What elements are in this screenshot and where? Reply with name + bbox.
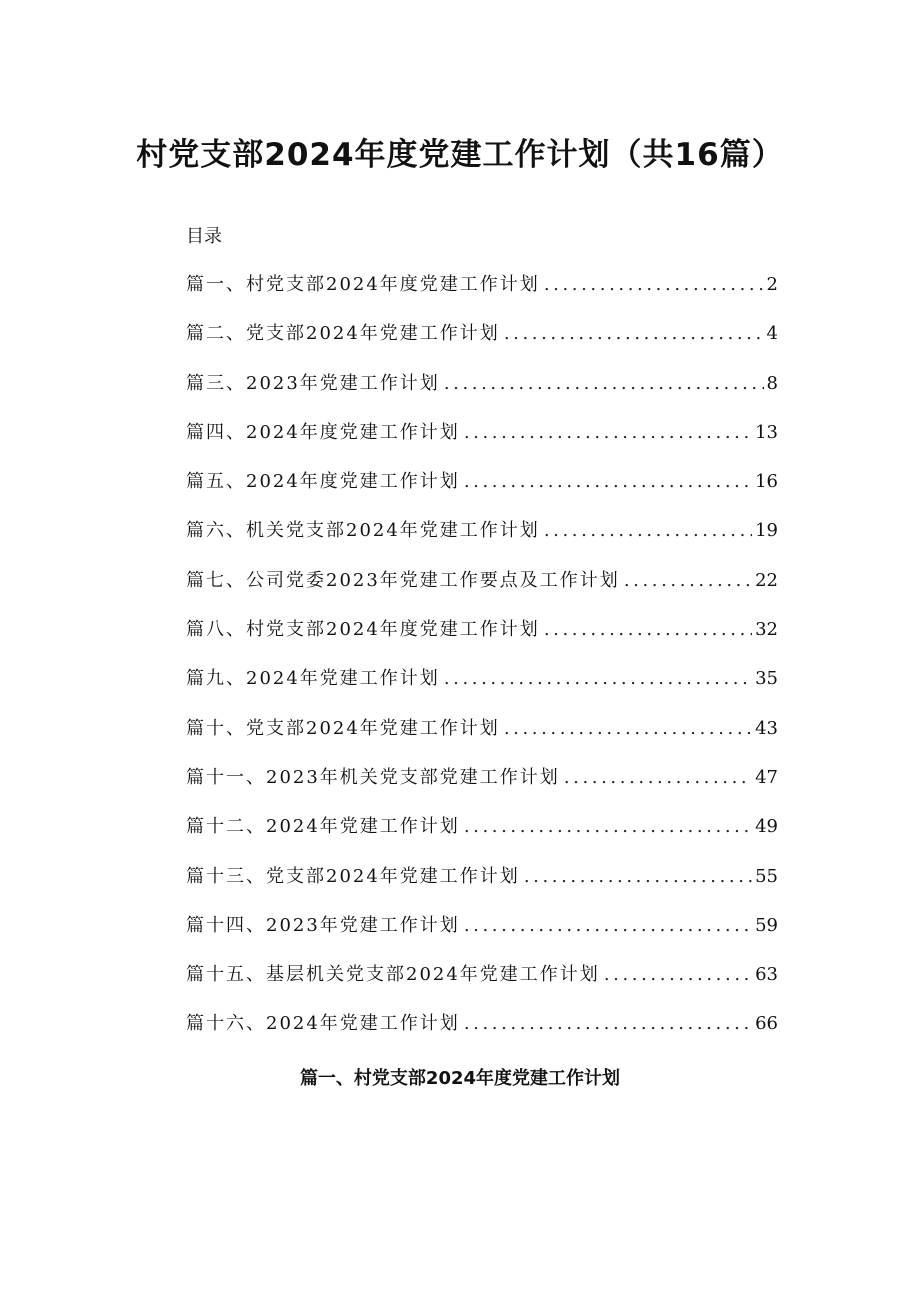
toc-dot-leader bbox=[564, 765, 752, 791]
toc-entry[interactable] bbox=[186, 716, 778, 765]
toc-entry[interactable] bbox=[186, 814, 778, 863]
toc-entry-label: 篇四、2024年度党建工作计划 bbox=[186, 421, 460, 443]
toc-page-number: 49 bbox=[755, 816, 778, 838]
toc-page-number: 2 bbox=[766, 274, 778, 295]
toc-page-number: 66 bbox=[755, 1013, 778, 1035]
toc-page-number: 35 bbox=[755, 668, 778, 690]
toc-entry-label: 篇十、党支部2024年党建工作计划 bbox=[186, 717, 500, 739]
toc-entry[interactable] bbox=[186, 962, 778, 1011]
toc-dot-leader bbox=[544, 518, 752, 544]
toc-entry[interactable] bbox=[186, 864, 778, 913]
toc-entry-label: 篇八、村党支部2024年度党建工作计划 bbox=[186, 619, 540, 641]
toc-entry-label: 篇十四、2023年党建工作计划 bbox=[186, 914, 460, 936]
toc-entry-label: 篇六、机关党支部2024年党建工作计划 bbox=[186, 520, 540, 542]
toc-entry-label: 篇三、2023年党建工作计划 bbox=[186, 372, 440, 394]
toc-entry[interactable] bbox=[186, 420, 778, 469]
toc-dot-leader bbox=[464, 1011, 752, 1037]
toc-entry-label: 篇七、公司党委2023年党建工作要点及工作计划 bbox=[186, 569, 620, 591]
toc-entry[interactable] bbox=[186, 371, 778, 420]
page-title: 村党支部2024年度党建工作计划（共16篇） bbox=[136, 137, 784, 173]
toc-entry[interactable] bbox=[186, 913, 778, 962]
toc-heading: 目录 bbox=[186, 226, 222, 247]
toc-page-number: 43 bbox=[755, 717, 778, 739]
toc-page-number: 4 bbox=[766, 323, 778, 345]
table-of-contents bbox=[186, 272, 778, 1061]
toc-dot-leader bbox=[464, 913, 752, 939]
toc-entry[interactable] bbox=[186, 666, 778, 715]
toc-entry[interactable] bbox=[186, 765, 778, 814]
toc-entry-label: 篇九、2024年党建工作计划 bbox=[186, 668, 440, 690]
toc-entry-label: 篇十一、2023年机关党支部党建工作计划 bbox=[186, 766, 560, 788]
toc-entry-label: 篇五、2024年度党建工作计划 bbox=[186, 471, 460, 493]
toc-dot-leader bbox=[464, 469, 752, 495]
toc-page-number: 13 bbox=[755, 421, 778, 443]
toc-dot-leader bbox=[444, 666, 752, 692]
toc-entry-label: 篇十二、2024年党建工作计划 bbox=[186, 816, 460, 838]
toc-dot-leader bbox=[504, 716, 752, 742]
toc-dot-leader bbox=[464, 814, 752, 840]
toc-page-number: 16 bbox=[755, 471, 778, 493]
toc-dot-leader bbox=[504, 321, 764, 347]
toc-page-number: 47 bbox=[755, 766, 778, 788]
toc-entry[interactable] bbox=[186, 272, 778, 321]
toc-page-number: 8 bbox=[766, 372, 778, 394]
toc-page-number: 55 bbox=[755, 865, 778, 887]
toc-entry-label: 篇二、党支部2024年党建工作计划 bbox=[186, 323, 500, 345]
toc-entry-label: 篇十六、2024年党建工作计划 bbox=[186, 1013, 460, 1035]
toc-page-number: 59 bbox=[755, 914, 778, 936]
toc-page-number: 63 bbox=[755, 964, 778, 986]
toc-dot-leader bbox=[624, 568, 752, 594]
toc-entry-label: 篇十五、基层机关党支部2024年党建工作计划 bbox=[186, 964, 600, 986]
toc-entry-label: 篇十三、党支部2024年党建工作计划 bbox=[186, 865, 520, 887]
toc-entry[interactable] bbox=[186, 321, 778, 370]
toc-entry[interactable] bbox=[186, 568, 778, 617]
section-heading: 篇一、村党支部2024年度党建工作计划 bbox=[299, 1068, 621, 1089]
toc-dot-leader bbox=[544, 272, 764, 298]
toc-entry-label: 篇一、村党支部2024年度党建工作计划 bbox=[186, 274, 540, 295]
toc-entry[interactable] bbox=[186, 617, 778, 666]
toc-dot-leader bbox=[604, 962, 752, 988]
toc-dot-leader bbox=[524, 864, 752, 890]
toc-page-number: 22 bbox=[755, 569, 778, 591]
toc-page-number: 32 bbox=[755, 619, 778, 641]
toc-entry[interactable] bbox=[186, 469, 778, 518]
toc-dot-leader bbox=[444, 371, 764, 397]
toc-entry[interactable] bbox=[186, 518, 778, 567]
toc-entry[interactable] bbox=[186, 1011, 778, 1060]
toc-dot-leader bbox=[544, 617, 752, 643]
toc-dot-leader bbox=[464, 420, 752, 446]
toc-page-number: 19 bbox=[755, 520, 778, 542]
